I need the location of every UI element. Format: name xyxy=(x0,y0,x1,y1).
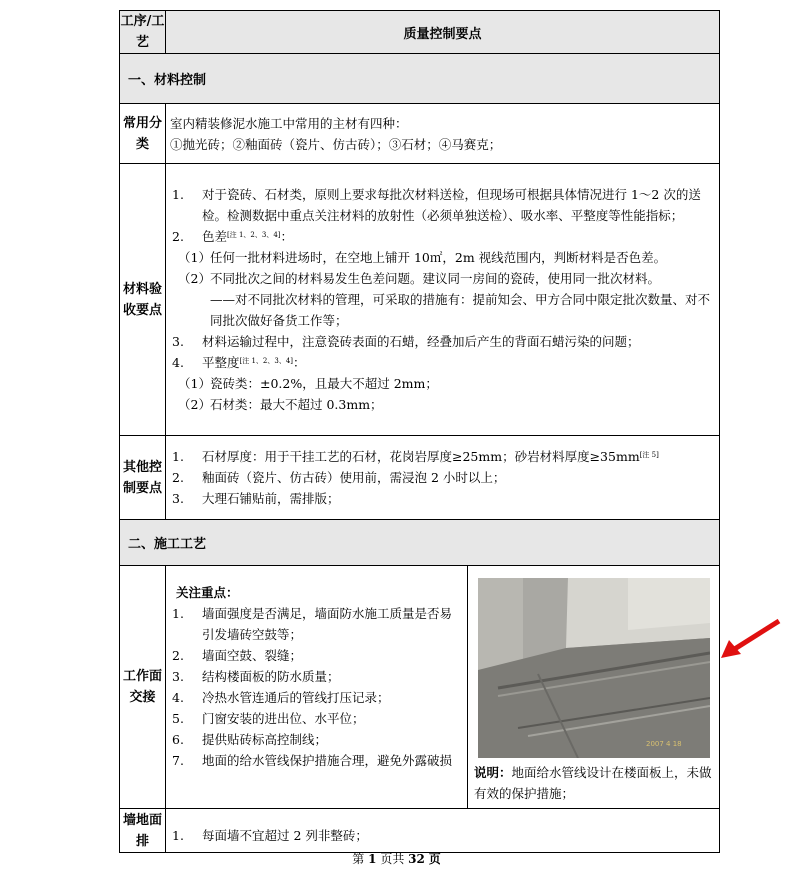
page-footer: 第 1 页共 32 页 xyxy=(352,852,441,866)
footnote-ref: [注 1、2、3、4] xyxy=(239,357,294,365)
list-item: 2. 釉面砖（瓷片、仿古砖）使用前，需浸泡 2 小时以上； xyxy=(172,470,506,485)
list-item: 3. 材料运输过程中，注意瓷砖表面的石蜡，经叠加后产生的背面石蜡污染的问题； xyxy=(172,334,640,349)
focus-heading: 关注重点： xyxy=(176,585,239,600)
section-material-control xyxy=(120,54,720,104)
list-item: 1. 对于瓷砖、石材类，原则上要求每批次材料送检，但现场可根据具体情况进行 1～2 次的送检。检测数据中重点关注材料的放射性（必须单独送检）、吸水率、平整度等性能指标； xyxy=(172,187,701,223)
site-photo xyxy=(478,578,710,758)
list-item: 5. 门窗安装的进出位、水平位； xyxy=(172,711,365,726)
list-item: 2. 色差[注 1、2、3、4]： xyxy=(172,229,294,244)
red-arrow-icon xyxy=(719,618,781,660)
list-item: 1. 墙面强度是否满足，墙面防水施工质量是否易引发墙砖空鼓等； xyxy=(172,606,453,642)
footnote-ref: [注 1、2、3、4] xyxy=(227,231,281,239)
caption-label: 说明： xyxy=(474,765,512,780)
list-item: 2. 墙面空鼓、裂缝； xyxy=(172,648,303,663)
row-label-handover: 工作面交接 xyxy=(120,566,166,809)
wall-content xyxy=(166,809,720,853)
page-total: 32 xyxy=(408,852,425,866)
photo-cell xyxy=(468,566,720,809)
footnote-ref: [注 5] xyxy=(639,451,659,459)
document-page xyxy=(119,10,719,853)
paragraph: ①抛光砖；②釉面砖（瓷片、仿古砖）；③石材；④马赛克； xyxy=(170,136,502,152)
sub-item: （1） 瓷砖类：±0.2%，且最大不超过 2mm； xyxy=(178,376,438,391)
inspection-content xyxy=(166,164,720,436)
list-item: 3. 结构楼面板的防水质量； xyxy=(172,669,340,684)
photo-caption xyxy=(474,762,713,804)
list-item: 1. 每面墙不宜超过 2 列非整砖； xyxy=(172,828,368,843)
other-content xyxy=(166,436,720,520)
quality-control-table xyxy=(119,10,720,853)
section-title: 一、材料控制 xyxy=(128,73,207,88)
list-item: 4. 冷热水管连通后的管线打压记录； xyxy=(172,690,390,705)
header-process-cell xyxy=(120,11,166,54)
list-item: 1. 石材厚度：用于干挂工艺的石材，花岗岩厚度≥25mm；砂岩材料厚度≥35mm[注 5] xyxy=(172,449,659,464)
row-label-wall: 墙地面排 xyxy=(120,809,166,853)
sub-item: （2） 不同批次之间的材料易发生色差问题。建议同一房间的瓷砖，使用同一批次材料。 xyxy=(178,271,661,286)
header-title: 质量控制要点 xyxy=(403,26,482,42)
row-label-inspection: 材料验收要点 xyxy=(120,164,166,436)
page-number: 1 xyxy=(368,852,377,866)
list-item: 6. 提供贴砖标高控制线； xyxy=(172,732,328,747)
sub-item-continuation: ——对不同批次材料的管理，可采取的措施有：提前知会、甲方合同中限定批次数量、对不同批次做好备货工作等； xyxy=(210,292,711,328)
handover-content xyxy=(166,566,468,809)
header-process-label: 工序/工艺 xyxy=(120,14,165,50)
common-content xyxy=(166,104,720,164)
section-construction-process xyxy=(120,520,720,566)
photo-date-stamp: 2007 4 18 xyxy=(645,740,682,748)
sub-item: （2） 石材类：最大不超过 0.3mm； xyxy=(178,397,383,412)
sub-item: （1） 任何一批材料进场时，在空地上铺开 10㎡，2m 视线范围内，判断材料是否色差。 xyxy=(178,250,667,265)
header-title-cell xyxy=(166,11,720,54)
list-item: 4. 平整度[注 1、2、3、4]： xyxy=(172,355,306,370)
caption-text: 地面给水管线设计在楼面板上，未做有效的保护措施； xyxy=(474,765,712,801)
list-item: 7. 地面的给水管线保护措施合理，避免外露破损 xyxy=(172,753,453,768)
list-item: 3. 大理石铺贴前，需排版； xyxy=(172,491,340,506)
section-title: 二、施工工艺 xyxy=(128,537,207,552)
floor-pipe-photo xyxy=(478,578,710,758)
paragraph: 室内精装修泥水施工中常用的主材有四种： xyxy=(170,115,408,131)
row-label-other: 其他控制要点 xyxy=(120,436,166,520)
row-label-common: 常用分类 xyxy=(120,104,166,164)
